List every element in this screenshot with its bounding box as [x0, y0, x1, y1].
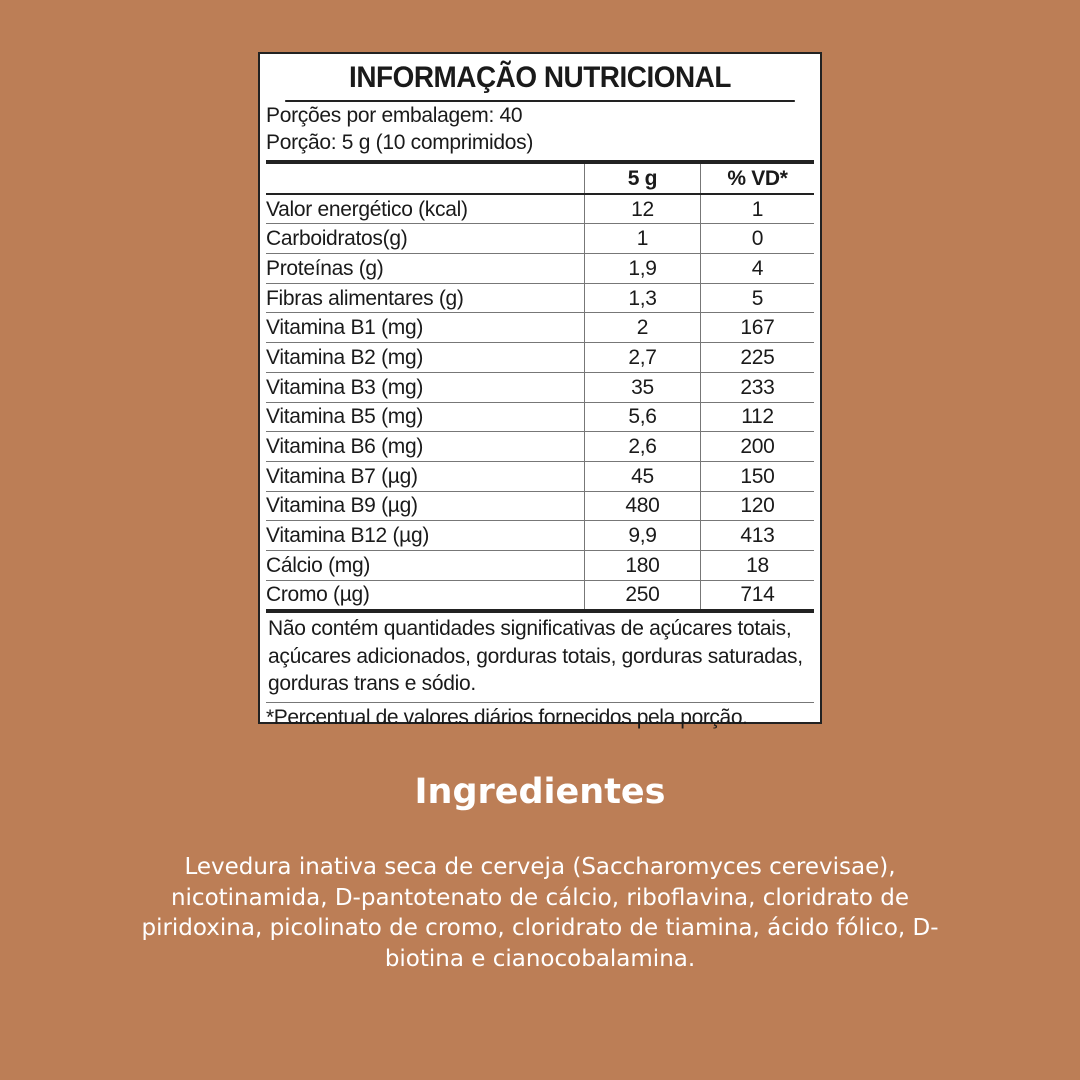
nutrient-amount: 2,6: [585, 432, 701, 462]
table-row: [266, 402, 814, 432]
table-row: [266, 283, 814, 313]
nutrient-amount: 9,9: [585, 521, 701, 551]
nutrient-daily-value: 4: [701, 254, 815, 284]
nutrient-name: Vitamina B9 (µg): [266, 491, 585, 521]
table-row: [266, 550, 814, 580]
nutrient-name: Cálcio (mg): [266, 550, 585, 580]
nutrient-daily-value: 5: [701, 283, 815, 313]
serving-size: Porção: 5 g (10 comprimidos): [266, 131, 534, 154]
table-row: [266, 461, 814, 491]
nutrient-daily-value: 1: [701, 194, 815, 224]
nutrient-name: Vitamina B6 (mg): [266, 432, 585, 462]
table-header-row: [266, 164, 814, 194]
table-row: [266, 521, 814, 551]
column-header-nutrient: [266, 164, 585, 194]
nutrition-facts-label: [258, 52, 822, 729]
table-row: [266, 313, 814, 343]
nutrient-daily-value: 225: [701, 343, 815, 373]
nutrient-amount: 12: [585, 194, 701, 224]
nutrient-daily-value: 150: [701, 461, 815, 491]
nutrient-amount: 480: [585, 491, 701, 521]
servings-per-package: Porções por embalagem: 40: [266, 104, 523, 127]
column-header-daily-value: % VD*: [701, 164, 815, 194]
nutrient-name: Carboidratos(g): [266, 224, 585, 254]
nutrient-amount: 1,9: [585, 254, 701, 284]
nutrient-daily-value: 200: [701, 432, 815, 462]
nutrient-name: Vitamina B7 (µg): [266, 461, 585, 491]
nutrient-daily-value: 120: [701, 491, 815, 521]
nutrient-amount: 2,7: [585, 343, 701, 373]
nutrient-daily-value: 233: [701, 372, 815, 402]
table-row: [266, 432, 814, 462]
nutrient-amount: 1: [585, 224, 701, 254]
table-row: [266, 343, 814, 373]
nutrition-table: [266, 164, 814, 613]
nutrient-amount: 35: [585, 372, 701, 402]
label-title: INFORMAÇÃO NUTRICIONAL: [285, 54, 795, 102]
nutrient-daily-value: 714: [701, 580, 815, 611]
nutrient-name: Cromo (µg): [266, 580, 585, 611]
nutrition-note: Não contém quantidades significativas de açúcares totais, açúcares adicionados, gorduras totais, gorduras saturadas, gorduras trans e sódio.: [266, 613, 814, 703]
nutrient-name: Vitamina B2 (mg): [266, 343, 585, 373]
table-row: [266, 224, 814, 254]
column-header-amount: 5 g: [585, 164, 701, 194]
nutrient-amount: 45: [585, 461, 701, 491]
table-row: [266, 194, 814, 224]
nutrient-name: Vitamina B12 (µg): [266, 521, 585, 551]
serving-info: [266, 102, 814, 164]
nutrient-daily-value: 0: [701, 224, 815, 254]
nutrient-amount: 2: [585, 313, 701, 343]
daily-value-footnote: *Percentual de valores diários fornecidos pela porção.: [266, 705, 748, 729]
ingredients-text: Levedura inativa seca de cerveja (Saccharomyces cerevisae), nicotinamida, D-pantotenato de cálcio, riboflavina, cloridrato de piridoxina, picolinato de cromo, cloridrato de tiamina, ácido fólico, D-biotina e cianocobalamina.: [141, 854, 939, 972]
nutrient-name: Fibras alimentares (g): [266, 283, 585, 313]
nutrient-name: Valor energético (kcal): [266, 194, 585, 224]
nutrient-amount: 1,3: [585, 283, 701, 313]
table-row: [266, 372, 814, 402]
table-row: [266, 254, 814, 284]
nutrient-daily-value: 167: [701, 313, 815, 343]
nutrient-daily-value: 413: [701, 521, 815, 551]
nutrient-name: Proteínas (g): [266, 254, 585, 284]
table-row: [266, 580, 814, 611]
nutrient-amount: 250: [585, 580, 701, 611]
nutrient-name: Vitamina B3 (mg): [266, 372, 585, 402]
nutrient-daily-value: 112: [701, 402, 815, 432]
nutrient-name: Vitamina B1 (mg): [266, 313, 585, 343]
ingredients-title: Ingredientes: [414, 772, 666, 812]
nutrient-amount: 180: [585, 550, 701, 580]
nutrient-amount: 5,6: [585, 402, 701, 432]
table-row: [266, 491, 814, 521]
nutrient-name: Vitamina B5 (mg): [266, 402, 585, 432]
nutrient-daily-value: 18: [701, 550, 815, 580]
